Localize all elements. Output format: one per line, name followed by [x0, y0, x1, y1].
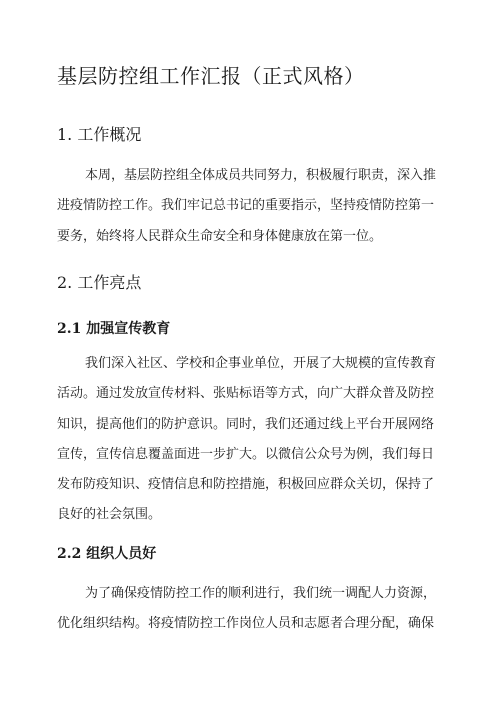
paragraph-line: 为了确保疫情防控工作的顺利进行，我们统一调配人力资源， [85, 586, 437, 601]
paragraph-line: 本周，基层防控组全体成员共同努力，积极履行职责，深入推 [85, 168, 437, 183]
paragraph-line: 活动。通过发放宣传材料、张贴标语等方式，向广大群众普及防控 [57, 386, 435, 402]
subsection-heading-2-1: 2.1 加强宣传教育 [57, 321, 171, 337]
section-heading-2: 2. 工作亮点 [57, 273, 142, 292]
paragraph-line: 要务，始终将人民群众生命安全和身体健康放在第一位。 [57, 228, 383, 244]
paragraph-line: 发布防疫知识、疫情信息和防控措施，积极回应群众关切，保持了 [57, 477, 435, 493]
document-title: 基层防控组工作汇报（正式风格） [57, 64, 365, 88]
paragraph-line: 优化组织结构。将疫情防控工作岗位人员和志愿者合理分配，确保 [57, 616, 435, 632]
subsection-heading-2-2: 2.2 组织人员好 [57, 546, 157, 562]
paragraph-line: 进疫情防控工作。我们牢记总书记的重要指示，坚持疫情防控第一 [57, 198, 435, 214]
section-heading-1: 1. 工作概况 [57, 125, 142, 144]
subsection-2-2-paragraph [57, 579, 445, 640]
section-1-paragraph [57, 161, 445, 252]
subsection-2-1-paragraph [57, 349, 445, 531]
paragraph-line: 我们深入社区、学校和企事业单位，开展了大规模的宣传教育 [85, 356, 437, 371]
paragraph-line: 良好的社会氛围。 [57, 507, 162, 523]
paragraph-line: 宣传，宣传信息覆盖面进一步扩大。以微信公众号为例，我们每日 [57, 446, 435, 462]
paragraph-line: 知识，提高他们的防护意识。同时，我们还通过线上平台开展网络 [57, 416, 435, 432]
